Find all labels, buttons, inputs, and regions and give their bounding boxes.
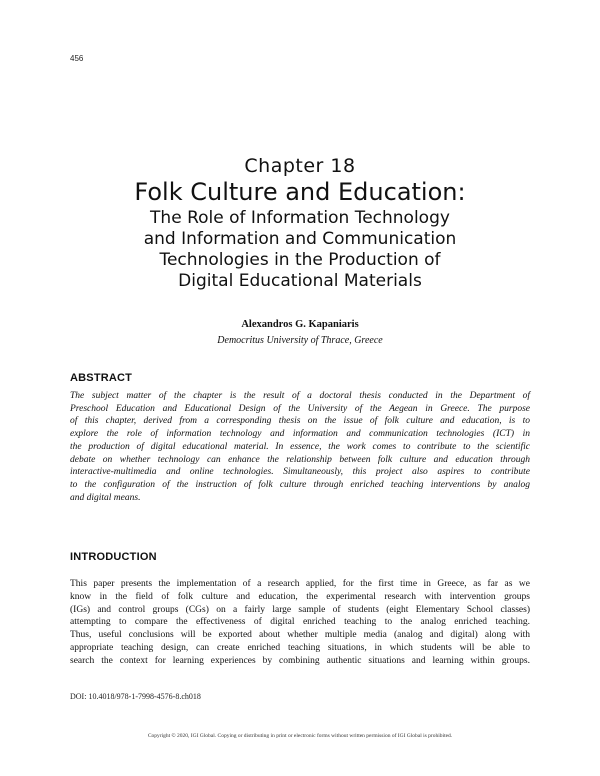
abstract-line: to the configuration of the instruction of folk culture through enriched teaching interventions by analog — [70, 479, 530, 490]
abstract-body — [70, 390, 530, 504]
author-name: Alexandros G. Kapaniaris — [241, 319, 359, 330]
author-affiliation: Democritus University of Thrace, Greece — [217, 335, 383, 346]
abstract-line: explore the role of information technology and information and communication technologies (ICT) in — [70, 429, 530, 440]
chapter-title: Folk Culture and Education: — [134, 178, 466, 206]
copyright-notice: Copyright © 2020, IGI Global. Copying or distributing in print or electronic forms without written permission of IGI Global is prohibited. — [147, 733, 453, 739]
subtitle-line: The Role of Information Technology — [150, 208, 450, 228]
abstract-line: of this chapter, derived from a corresponding thesis on the issue of folk culture and education, is to — [70, 416, 530, 427]
introduction-line: appropriate teaching design, can create enriched teaching situations, in which students will be able to — [70, 642, 530, 653]
abstract-line: Preschool Education and Educational Design of the University of the Aegean in Greece. The purpose — [70, 403, 530, 414]
abstract-line: debate on whether technology can enhance the relationship between folk culture and education through — [70, 454, 530, 465]
chapter-subtitle — [80, 208, 520, 292]
introduction-line: This paper presents the implementation of a research applied, for the first time in Greece, as far as we — [70, 579, 530, 589]
abstract-line: interactive-multimedia and online technologies. Simultaneously, this project also aspires to contribute — [70, 467, 530, 478]
abstract-line: and digital means. — [70, 492, 141, 503]
introduction-body — [70, 578, 530, 668]
subtitle-line: Digital Educational Materials — [178, 271, 422, 291]
introduction-heading: INTRODUCTION — [70, 551, 157, 563]
doi-reference: DOI: 10.4018/978-1-7998-4576-8.ch018 — [70, 692, 201, 701]
introduction-line: Thus, useful conclusions will be exported about whether multiple media (analog and digital) along with — [70, 630, 530, 641]
abstract-line: the production of digital educational material. In essence, the work comes to contribute to the scientific — [70, 441, 530, 452]
subtitle-line: and Information and Communication — [143, 229, 457, 249]
page-number: 456 — [70, 54, 84, 63]
subtitle-line: Technologies in the Production of — [159, 250, 441, 270]
abstract-heading: ABSTRACT — [70, 372, 133, 384]
introduction-line: search the context for learning experiences by combining authentic situations and learning within groups. — [70, 655, 530, 666]
abstract-line: The subject matter of the chapter is the result of a doctoral thesis conducted in the Department of — [70, 391, 530, 401]
introduction-line: know in the field of folk culture and education, the experimental research with intervention groups — [70, 591, 530, 602]
introduction-line: (IGs) and control groups (CGs) on a fairly large sample of students (eight Elementary School classes) — [70, 604, 530, 615]
introduction-line: attempting to compare the effectiveness of digital enriched teaching to the analog enriched teaching. — [70, 617, 530, 628]
chapter-label: Chapter 18 — [244, 155, 356, 177]
